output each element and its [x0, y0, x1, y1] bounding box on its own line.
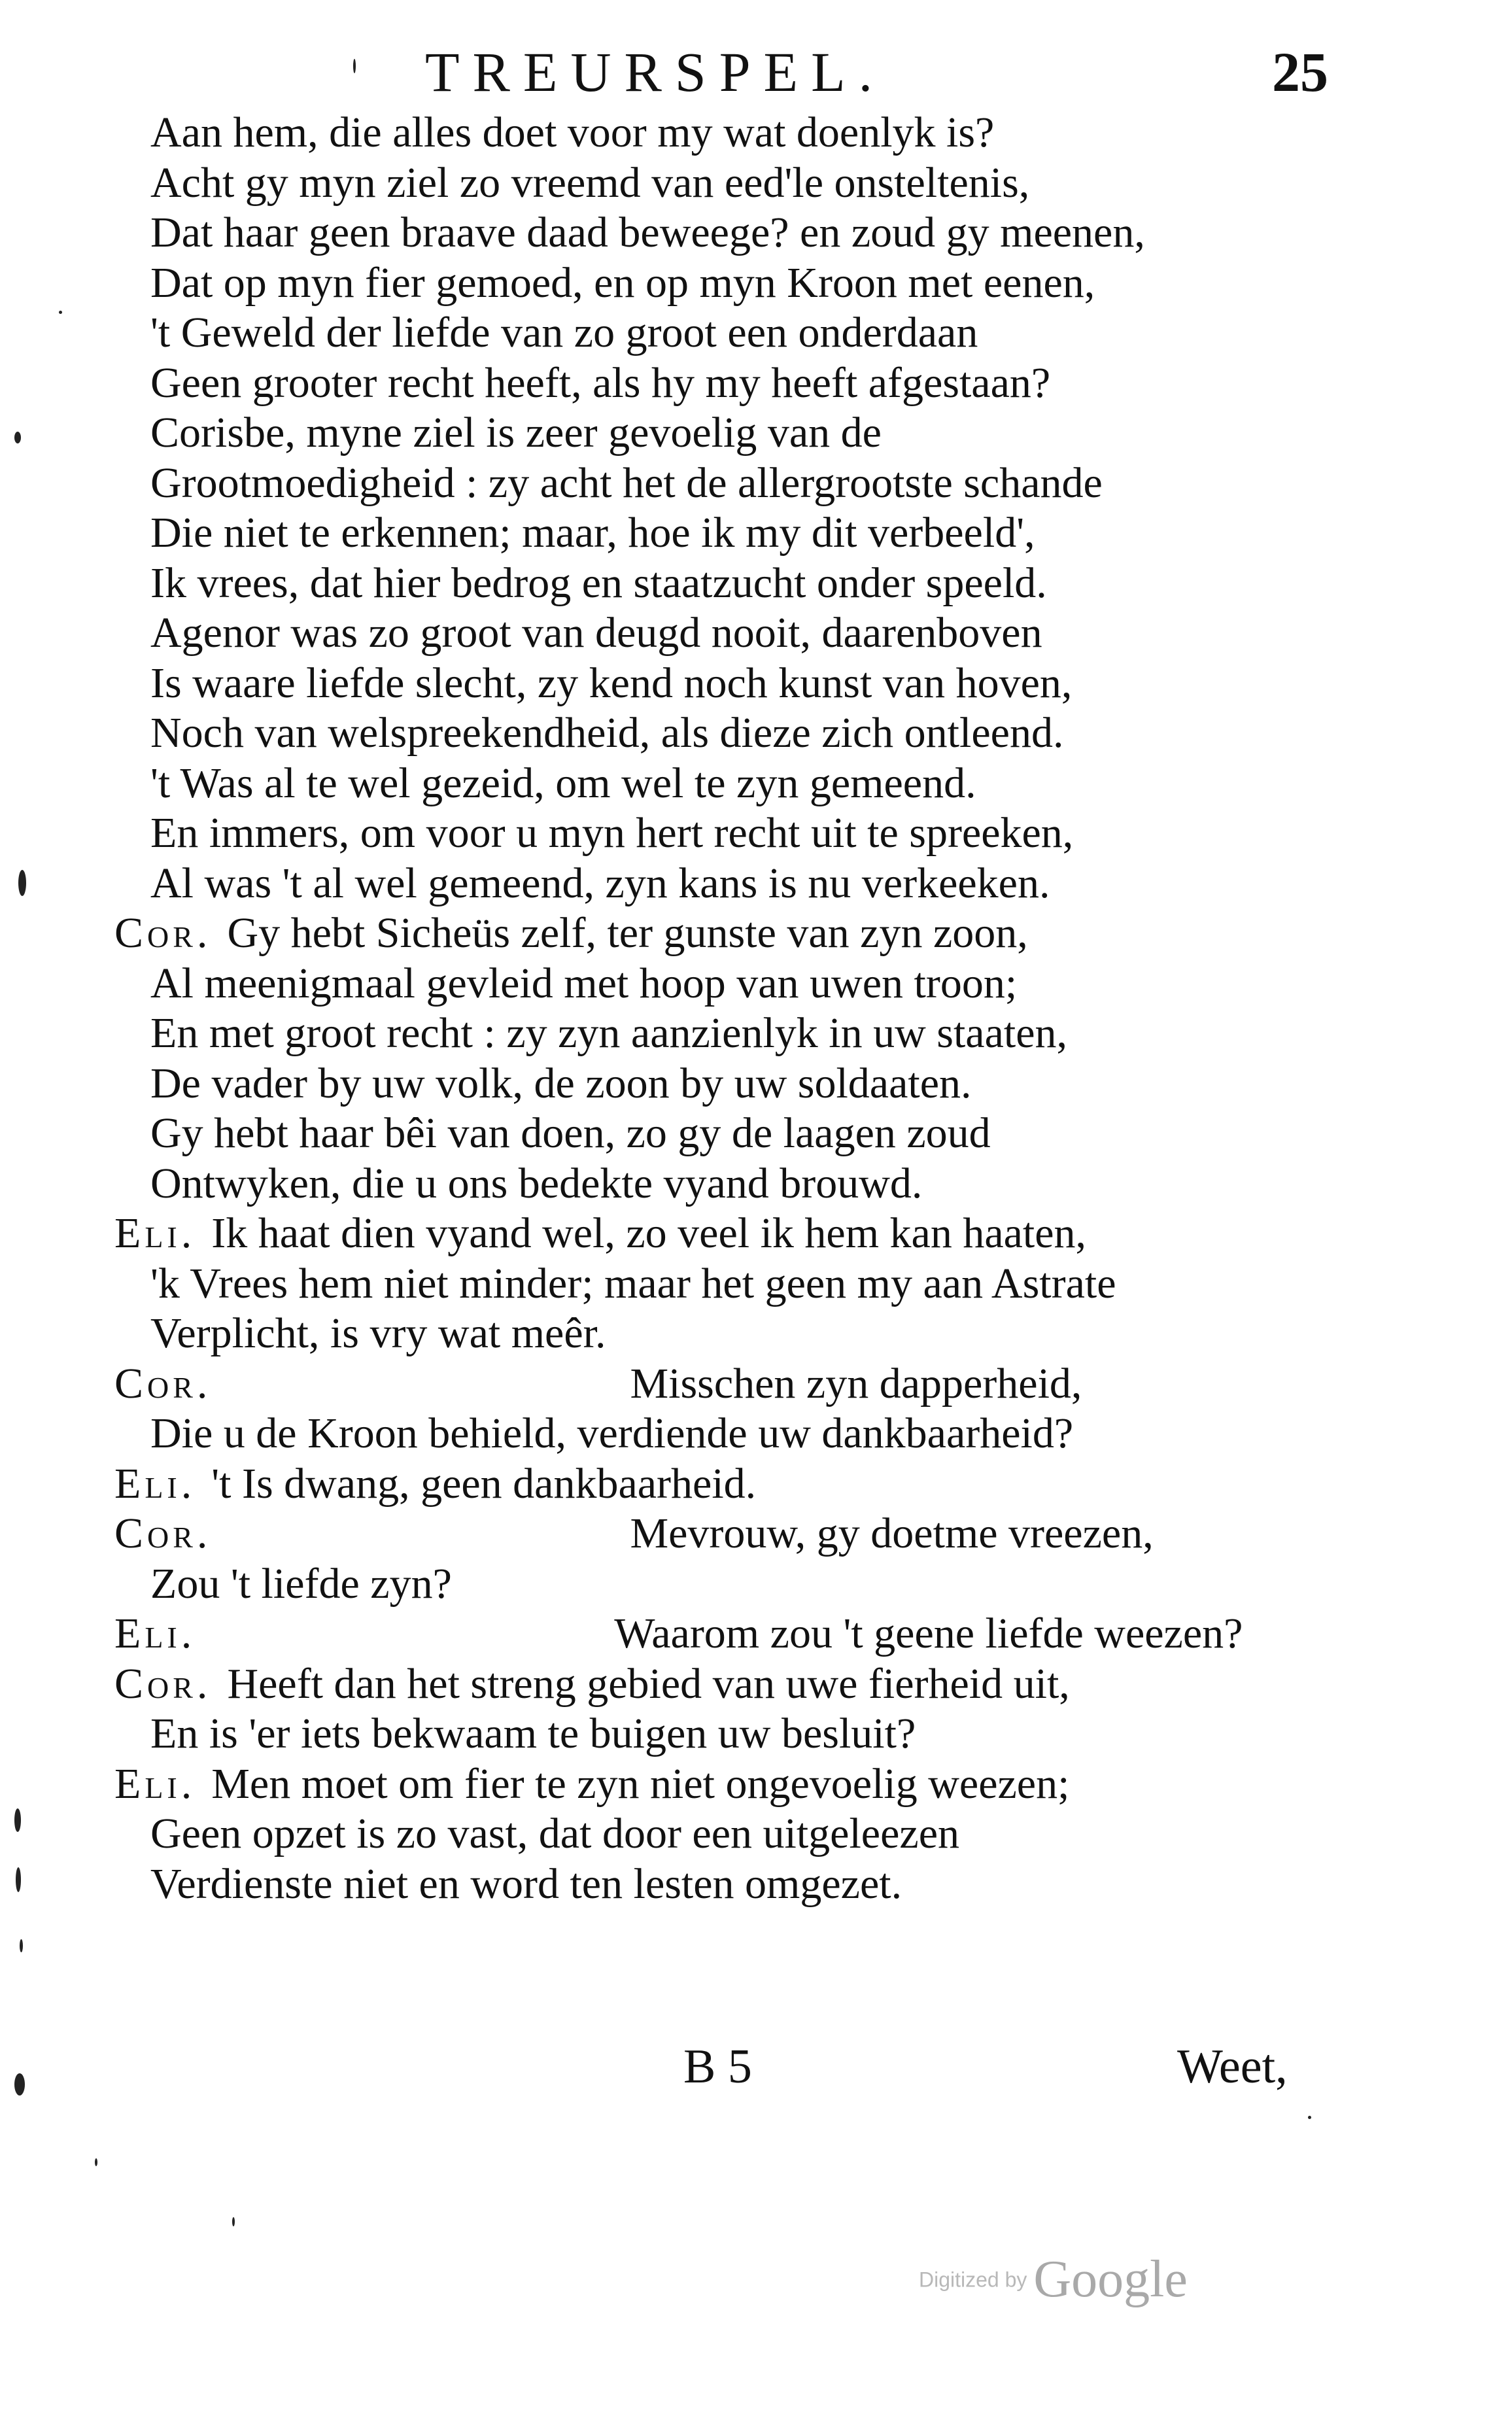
verse-text-span: Verplicht, is vry wat meêr.	[150, 1309, 606, 1357]
scan-speck	[20, 1939, 23, 1952]
verse-line	[114, 408, 1357, 458]
verse-line	[114, 908, 1357, 959]
verse-line	[114, 1209, 1357, 1259]
verse-text-span: Dat haar geen braave daad beweege? en zoud gy meenen,	[150, 209, 1145, 256]
verse-line	[114, 508, 1357, 559]
verse-line	[114, 308, 1357, 358]
speaker-label: Cor.	[114, 1359, 212, 1407]
verse-line	[114, 358, 1357, 409]
speaker-label: Eli.	[114, 1459, 196, 1508]
verse-text-span: Misschen zyn dapperheid,	[630, 1359, 1082, 1407]
verse-line	[114, 1659, 1357, 1710]
verse-text-span: 'k Vrees hem niet minder; maar het geen my aan Astrate	[150, 1259, 1116, 1307]
scan-speck	[1308, 2116, 1311, 2119]
verse-line	[114, 959, 1357, 1009]
verse-line	[114, 1809, 1357, 1859]
verse-text-span: Ontwyken, die u ons bedekte vyand brouwd.	[150, 1159, 923, 1207]
verse-text-span: En immers, om voor u myn hert recht uit te spreeken,	[150, 809, 1074, 857]
verse-text-span: Geen grooter recht heeft, als hy my heeft afgestaan?	[150, 358, 1051, 407]
verse-line	[114, 659, 1357, 709]
watermark-prefix: Digitized by	[919, 2268, 1027, 2292]
verse-line	[114, 808, 1357, 859]
scan-speck	[95, 2158, 97, 2166]
verse-line	[114, 1609, 1357, 1659]
verse-text-span: Men moet om fier te zyn niet ongevoelig weezen;	[211, 1759, 1070, 1808]
speaker-label: Cor.	[114, 1510, 212, 1557]
verse-line	[114, 208, 1357, 258]
scan-speck	[353, 59, 356, 73]
verse-text-span: Noch van welspreekendheid, als dieze zich ontleend.	[150, 709, 1064, 757]
verse-line	[114, 1059, 1357, 1109]
catchword: Weet,	[1177, 2040, 1288, 2094]
verse-line	[114, 1759, 1357, 1810]
page-header	[0, 33, 1512, 111]
verse-text-span: Die u de Kroon behield, verdiende uw dankbaarheid?	[150, 1409, 1074, 1457]
verse-line	[114, 1009, 1357, 1059]
verse-line	[114, 608, 1357, 659]
scan-speck	[59, 311, 62, 314]
verse-text-span: Acht gy myn ziel zo vreemd van eed'le onsteltenis,	[150, 158, 1030, 207]
page-footer	[0, 2031, 1512, 2103]
verse-text-span: En met groot recht : zy zyn aanzienlyk in uw staaten,	[150, 1009, 1068, 1057]
verse-line	[114, 1559, 1357, 1610]
verse-text-span: Zou 't liefde zyn?	[150, 1559, 452, 1608]
verse-line	[114, 1159, 1357, 1209]
verse-text-span: 't Is dwang, geen dankbaarheid.	[211, 1459, 757, 1508]
scan-speck	[18, 870, 26, 896]
verse-text-span: Gy hebt Sicheüs zelf, ter gunste van zyn zoon,	[227, 909, 1028, 957]
verse-line	[114, 1409, 1357, 1459]
verse-text-span: 't Was al te wel gezeid, om wel te zyn gemeend.	[150, 759, 976, 807]
verse-text-span: Agenor was zo groot van deugd nooit, daarenboven	[150, 609, 1042, 657]
verse-line	[114, 108, 1357, 158]
verse-line	[114, 258, 1357, 309]
scan-speck	[16, 1867, 21, 1892]
verse-line	[114, 559, 1357, 609]
verse-line	[114, 458, 1357, 509]
verse-line	[114, 1359, 1357, 1409]
verse-line	[114, 1259, 1357, 1309]
verse-text-span: Aan hem, die alles doet voor my wat doenlyk is?	[150, 109, 995, 156]
verse-text-span: Gy hebt haar bêi van doen, zo gy de laagen zoud	[150, 1109, 991, 1157]
verse-text-span: Is waare liefde slecht, zy kend noch kunst van hoven,	[150, 659, 1073, 707]
verse-text-span: Grootmoedigheid : zy acht het de allergrootste schande	[150, 458, 1103, 507]
scan-speck	[232, 2217, 235, 2226]
digitization-watermark	[919, 2251, 1188, 2309]
verse-text	[114, 108, 1357, 1909]
verse-text-span: De vader by uw volk, de zoon by uw soldaaten.	[150, 1059, 972, 1107]
verse-line	[114, 158, 1357, 209]
speaker-label: Eli.	[114, 1610, 196, 1657]
speaker-label: Cor.	[114, 909, 212, 957]
verse-line	[114, 1109, 1357, 1159]
verse-text-span: En is 'er iets bekwaam te buigen uw besluit?	[150, 1710, 916, 1757]
speaker-label: Cor.	[114, 1659, 212, 1708]
verse-text-span: Mevrouw, gy doetme vreezen,	[630, 1510, 1154, 1557]
verse-text-span: Die niet te erkennen; maar, hoe ik my dit verbeeld',	[150, 509, 1035, 557]
page-number: 25	[1272, 41, 1328, 103]
verse-line	[114, 1509, 1357, 1559]
scan-speck	[14, 1808, 21, 1832]
verse-text-span: Corisbe, myne ziel is zeer gevoelig van de	[150, 409, 882, 457]
running-title: TREURSPEL.	[425, 41, 886, 103]
verse-line	[114, 759, 1357, 809]
signature-mark: B 5	[683, 2040, 752, 2094]
speaker-label: Eli.	[114, 1209, 196, 1257]
verse-text-span: Geen opzet is zo vast, dat door een uitgeleezen	[150, 1810, 959, 1857]
verse-line	[114, 1459, 1357, 1510]
scan-speck	[14, 432, 21, 443]
watermark-logo: Google	[1033, 2251, 1188, 2309]
verse-line	[114, 1859, 1357, 1910]
scan-speck	[14, 2073, 25, 2096]
verse-text-span: Al meenigmaal gevleid met hoop van uwen troon;	[150, 959, 1018, 1007]
verse-line	[114, 1309, 1357, 1359]
verse-text-span: Ik vrees, dat hier bedrog en staatzucht onder speeld.	[150, 559, 1047, 607]
verse-text-span: Al was 't al wel gemeend, zyn kans is nu verkeeken.	[150, 859, 1050, 907]
verse-text-span: Verdienste niet en word ten lesten omgezet.	[150, 1859, 902, 1908]
verse-line	[114, 859, 1357, 909]
verse-text-span: Waarom zou 't geene liefde weezen?	[614, 1610, 1243, 1657]
verse-text-span: Ik haat dien vyand wel, zo veel ik hem kan haaten,	[211, 1209, 1087, 1257]
verse-text-span: Dat op myn fier gemoed, en op myn Kroon met eenen,	[150, 258, 1095, 307]
verse-line	[114, 1709, 1357, 1759]
verse-text-span: Heeft dan het streng gebied van uwe fierheid uit,	[227, 1659, 1070, 1708]
verse-text-span: 't Geweld der liefde van zo groot een onderdaan	[150, 309, 978, 356]
speaker-label: Eli.	[114, 1759, 196, 1808]
verse-line	[114, 708, 1357, 759]
